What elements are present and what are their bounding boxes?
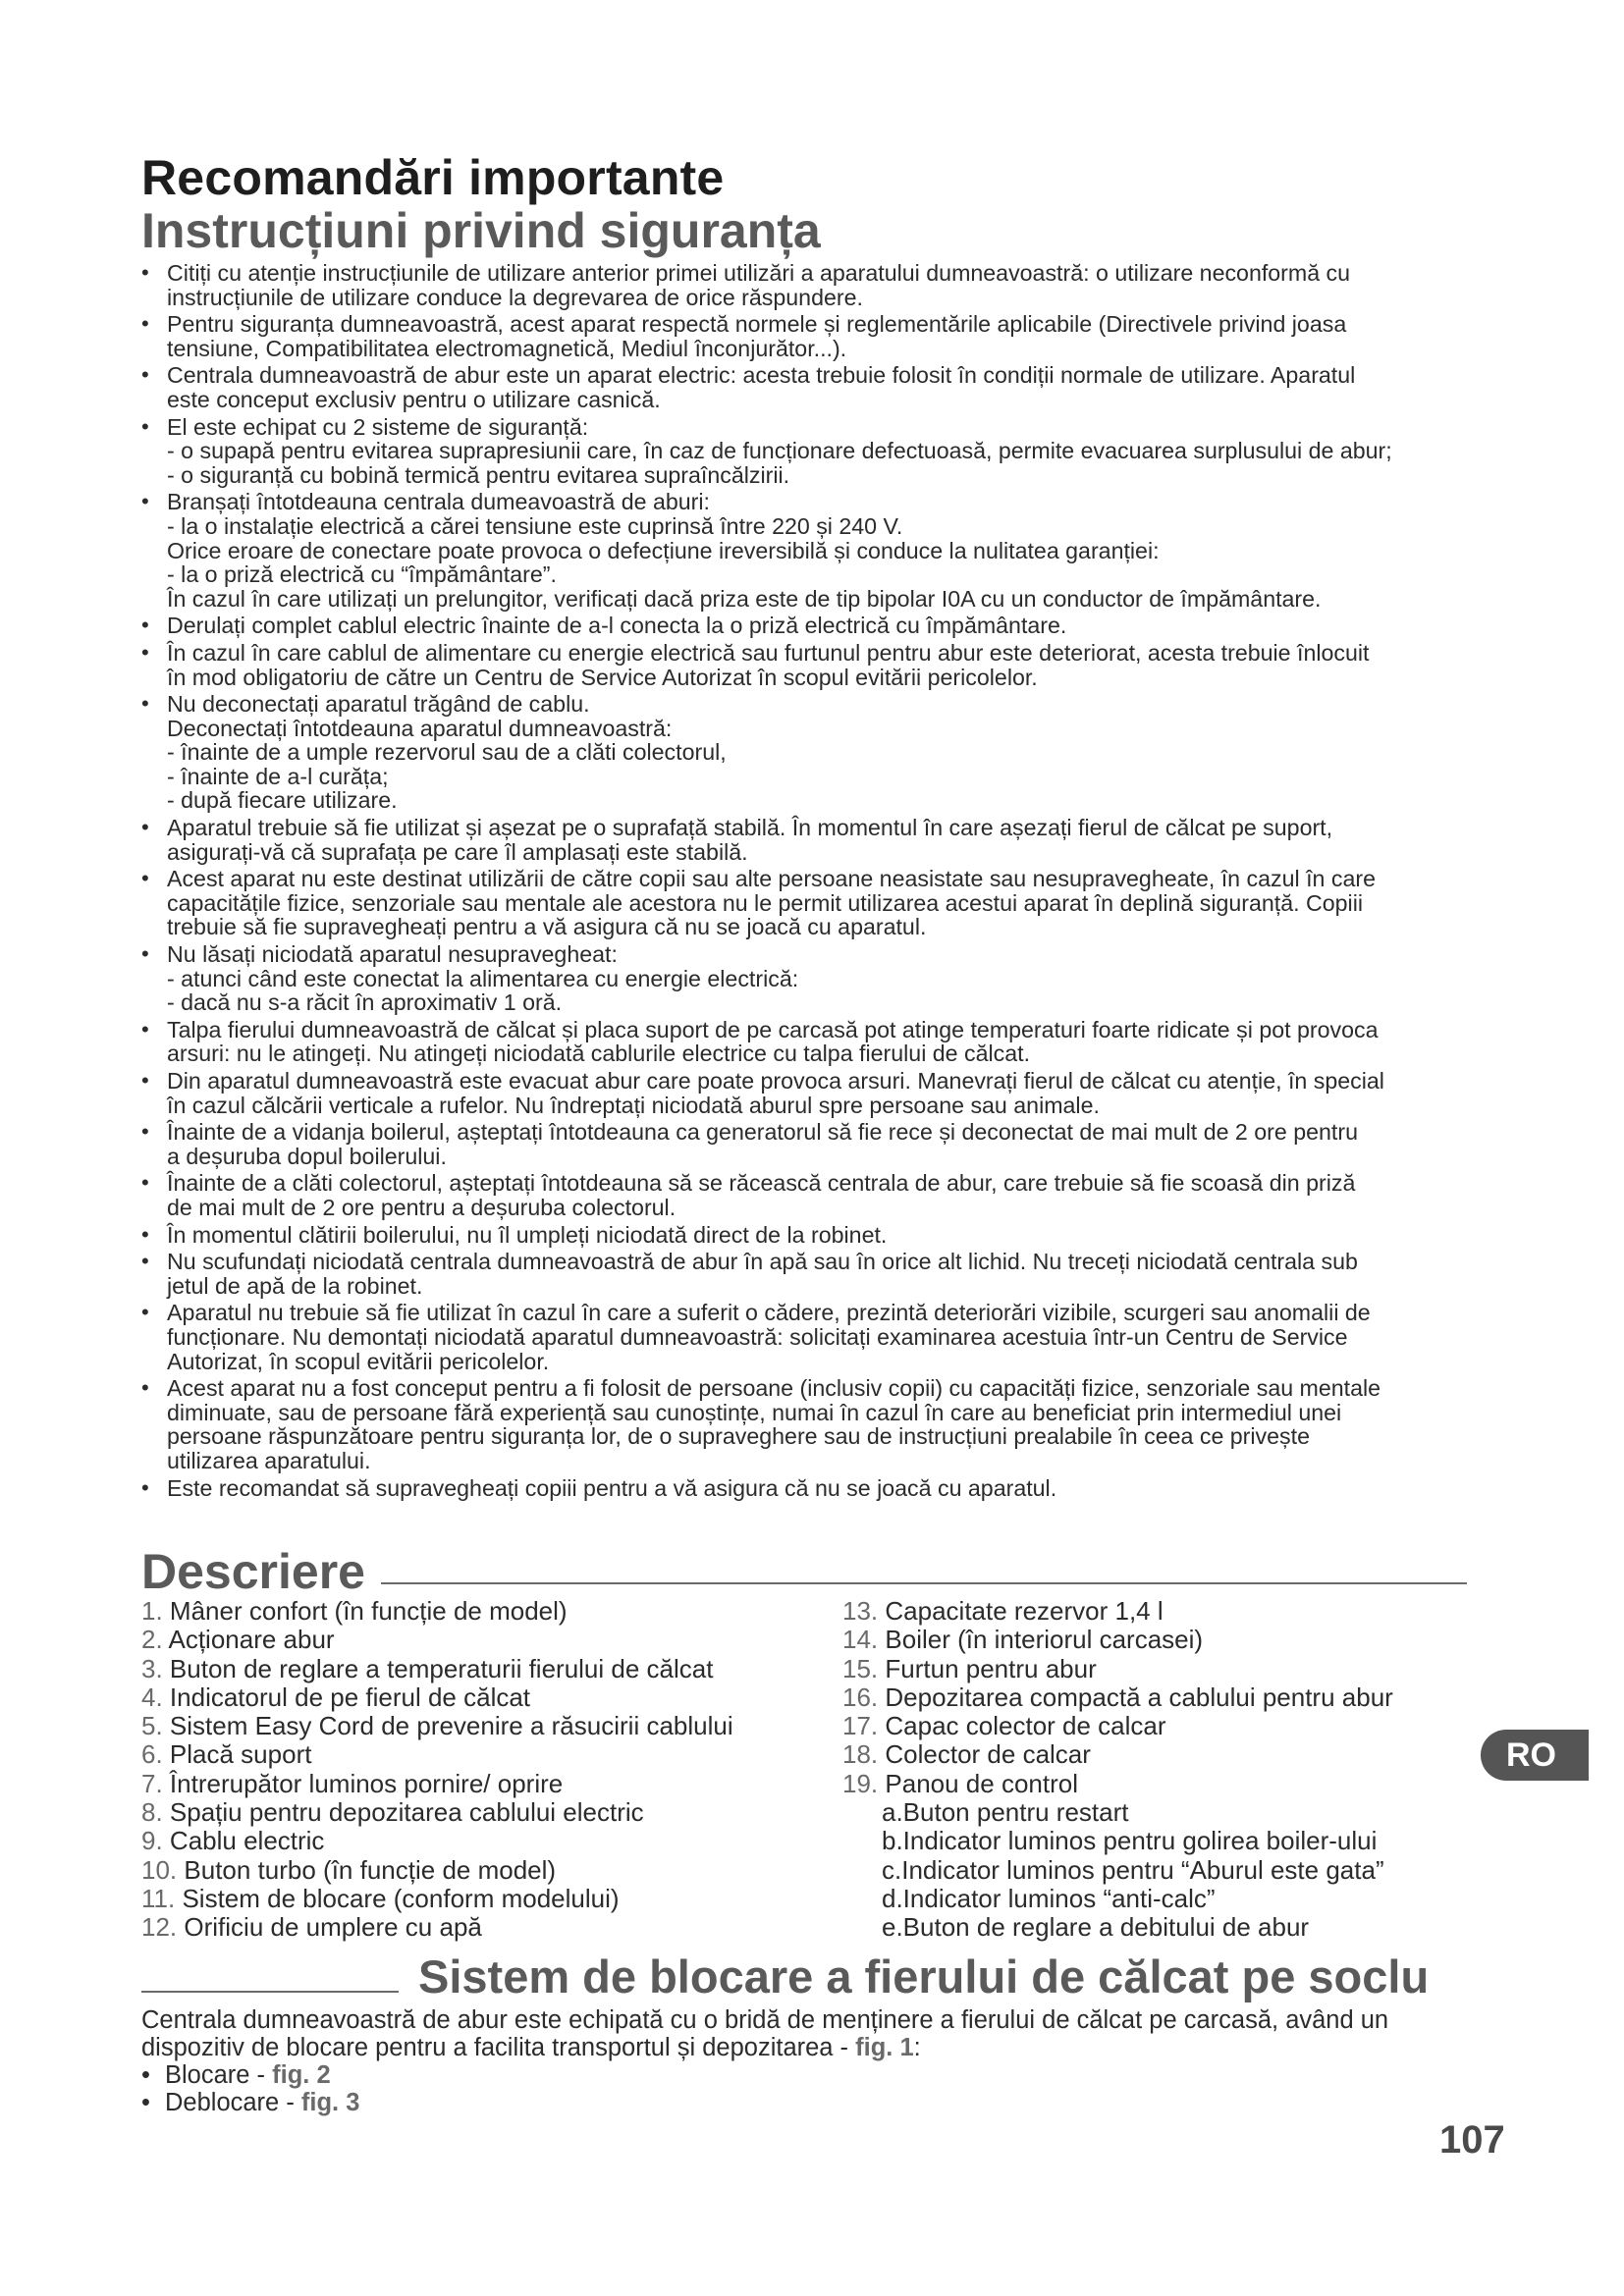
description-item-number: 12. xyxy=(141,1912,178,1943)
description-list-left xyxy=(141,1597,829,1943)
description-item-number: 10. xyxy=(141,1854,178,1885)
safety-item-line: - o supapă pentru evitarea suprapresiunii care, în caz de funcționare defectuoasă, permite evacuarea surplusului de abur; xyxy=(167,438,1392,464)
safety-item-line: de mai mult de 2 ore pentru a deșuruba colectorul. xyxy=(167,1194,677,1220)
description-item xyxy=(141,1885,829,1913)
safety-item-line: este conceput exclusiv pentru o utilizare casnică. xyxy=(167,386,661,412)
safety-item xyxy=(137,1223,1532,1248)
safety-item xyxy=(137,942,1532,1015)
safety-item-line: - atunci când este conectat la alimentarea cu energie electrică: xyxy=(167,965,799,991)
safety-item xyxy=(137,641,1532,689)
safety-item-line: • În cazul în care cablul de alimentare cu energie electrică sau furtunul pentru abur este deteriorat, acesta trebuie înlocuit xyxy=(167,639,1370,666)
safety-item-line: • În momentul clătirii boilerului, nu îl umpleți niciodată direct de la robinet. xyxy=(167,1221,888,1248)
description-item-number: 18. xyxy=(842,1739,879,1770)
description-item xyxy=(141,1798,829,1827)
description-item-number: 3. xyxy=(141,1653,163,1683)
description-item-number: 11. xyxy=(141,1883,176,1913)
safety-item-line: • Acest aparat nu a fost conceput pentru a fi folosit de persoane (inclusiv copii) cu capacități fizice, senzoriale sau mentale xyxy=(167,1375,1381,1402)
description-item xyxy=(141,1913,829,1942)
description-item-label: Spațiu pentru depozitarea cablului electric xyxy=(169,1797,644,1828)
safety-item-line: persoane răspunzătoare pentru siguranța lor, de o supraveghere sau de instrucțiuni prealabile în ceea ce privește xyxy=(167,1423,1310,1450)
lock-step-text: Deblocare - xyxy=(165,2089,301,2116)
safety-item-line: a deșuruba dopul boilerului. xyxy=(167,1143,447,1169)
safety-item-line: • Branșați întotdeauna centrala dumeavoastră de aburi: xyxy=(167,489,710,515)
description-item xyxy=(141,1770,829,1798)
safety-item xyxy=(137,490,1532,611)
safety-item-line: - la o instalație electrică a cărei tensiune este cuprinsă între 220 și 240 V. xyxy=(167,512,903,539)
description-item-label: Depozitarea compactă a cablului pentru abur xyxy=(885,1682,1393,1712)
safety-item xyxy=(137,1018,1532,1066)
safety-item-line: Orice eroare de conectare poate provoca o defecțiune ireversibilă și conduce la nulitatea garanției: xyxy=(167,537,1160,563)
safety-item-line: Autorizat, în scopul evitării pericolelor. xyxy=(167,1348,550,1374)
safety-item-line: • Aparatul trebuie să fie utilizat și așezat pe o suprafață stabilă. În momentul în care așezați fierul de călcat pe suport, xyxy=(167,815,1333,841)
description-item-label: Acționare abur xyxy=(168,1625,335,1655)
description-item-label: Panou de control xyxy=(885,1768,1078,1798)
safety-item-line: capacitățile fizice, senzoriale sau mentale ale acestora nu le permit utilizarea acestui aparat în deplină siguranță. Copiii xyxy=(167,889,1364,916)
page-title: Recomandări importante xyxy=(141,150,725,205)
safety-item-line: - înainte de a-l curăța; xyxy=(167,763,389,789)
description-item-label: Buton de reglare a temperaturii fierului de călcat xyxy=(169,1653,714,1683)
safety-instructions-list xyxy=(137,261,1532,1503)
safety-item-line: • Talpa fierului dumneavoastră de călcat și placa suport de pe carcasă pot atinge temperaturi foarte ridicate și pot provoca xyxy=(167,1016,1379,1042)
safety-item xyxy=(137,1301,1532,1373)
description-item-number: 15. xyxy=(842,1653,879,1683)
description-item xyxy=(141,1740,829,1769)
description-item-number: 7. xyxy=(141,1768,163,1798)
lock-paragraph-line xyxy=(141,2034,1536,2061)
description-item xyxy=(141,1597,829,1626)
safety-item-line: instrucțiunile de utilizare conduce la degrevarea de orice răspundere. xyxy=(167,284,863,310)
safety-item-line: - dacă nu s-a răcit în aproximativ 1 oră. xyxy=(167,989,563,1016)
description-item xyxy=(842,1683,1490,1712)
safety-item-line: funcționare. Nu demontați niciodată aparatul dumneavoastră: solicitați examinarea acestuia într-un Centru de Service xyxy=(167,1323,1348,1350)
figure-reference: fig. 2 xyxy=(272,2061,331,2089)
description-item-number: 19. xyxy=(842,1768,879,1798)
safety-item-line: jetul de apă de la robinet. xyxy=(167,1272,423,1299)
description-item-label: Orificiu de umplere cu apă xyxy=(184,1912,482,1943)
safety-item-line: • Centrala dumneavoastră de abur este un aparat electric: acesta trebuie folosit în condiții normale de utilizare. Aparatul xyxy=(167,362,1356,389)
description-item-label: Placă suport xyxy=(169,1739,312,1770)
safety-item-line: • Acest aparat nu este destinat utilizării de către copii sau alte persoane neasistate sau nesupravegheate, în cazul în care xyxy=(167,866,1376,892)
safety-item xyxy=(137,261,1532,309)
description-item-label: Indicatorul de pe fierul de călcat xyxy=(169,1682,531,1712)
figure-reference: fig. 1 xyxy=(855,2034,914,2061)
safety-item-line: • Înainte de a vidanja boilerul, așteptați întotdeauna ca generatorul să fie rece și deconectat de mai mult de 2 ore pentru xyxy=(167,1119,1358,1146)
description-item-label: Capacitate rezervor 1,4 l xyxy=(885,1596,1164,1626)
control-panel-item: e.Buton de reglare a debitului de abur xyxy=(882,1912,1310,1943)
safety-item-line: În cazul în care utilizați un prelungitor, verificați dacă priza este de tip bipolar I0A cu un conductor de împământare. xyxy=(167,585,1322,612)
safety-item-line: - o siguranță cu bobină termică pentru evitarea supraîncălzirii. xyxy=(167,461,790,488)
description-item-number: 4. xyxy=(141,1682,163,1712)
safety-item-line: • Aparatul nu trebuie să fie utilizat în cazul în care a suferit o cădere, prezintă deteriorări vizibile, scurgeri sau anomalii de xyxy=(167,1300,1371,1326)
description-item-number: 9. xyxy=(141,1826,163,1856)
safety-item-line: • Derulați complet cablul electric înainte de a-l conecta la o priză electrică cu împământare. xyxy=(167,613,1067,639)
description-item-number: 13. xyxy=(842,1596,879,1626)
safety-item xyxy=(137,363,1532,411)
lock-steps-list xyxy=(141,2061,359,2116)
safety-item xyxy=(137,1476,1532,1501)
description-item xyxy=(141,1655,829,1683)
control-panel-item: c.Indicator luminos pentru “Aburul este gata” xyxy=(882,1854,1384,1885)
lock-paragraph-line: Centrala dumneavoastră de abur este echipată cu o bridă de menținere a fierului de călcat pe carcasă, având un xyxy=(141,2006,1389,2034)
description-item-label: Furtun pentru abur xyxy=(885,1653,1097,1683)
safety-item-line: • Din aparatul dumneavoastră este evacuat abur care poate provoca arsuri. Manevrați fierul de călcat cu atenție, în special xyxy=(167,1068,1384,1094)
safety-item xyxy=(137,1171,1532,1219)
description-item xyxy=(141,1712,829,1740)
safety-item-line: diminuate, sau de persoane fără experiență sau cunoștințe, numai în cazul în care au beneficiat prin intermediul unei xyxy=(167,1399,1342,1425)
description-item-number: 16. xyxy=(842,1682,879,1712)
description-item xyxy=(141,1626,829,1654)
safety-item-line: Deconectați întotdeauna aparatul dumneavoastră: xyxy=(167,715,673,741)
safety-item-line: - la o priză electrică cu “împământare”. xyxy=(167,561,557,588)
description-item-label: Buton turbo (în funcție de model) xyxy=(184,1854,557,1885)
description-item-label: Cablu electric xyxy=(169,1826,325,1856)
description-item xyxy=(842,1597,1490,1626)
description-item-number: 8. xyxy=(141,1797,163,1828)
safety-item-line: • El este echipat cu 2 sisteme de siguranță: xyxy=(167,413,589,440)
description-title-rule xyxy=(381,1582,1467,1584)
safety-item-line: • Este recomandat să supravegheați copiii pentru a vă asigura că nu se joacă cu aparatul. xyxy=(167,1474,1057,1501)
safety-item-line: utilizarea aparatului. xyxy=(167,1447,371,1473)
description-list-right xyxy=(842,1597,1490,1943)
language-tab-badge: RO xyxy=(1481,1730,1589,1781)
page-number: 107 xyxy=(1439,2118,1505,2162)
safety-item xyxy=(137,867,1532,939)
description-item-label: Colector de calcar xyxy=(885,1739,1091,1770)
description-item xyxy=(141,1683,829,1712)
description-item-label: Mâner confort (în funcție de model) xyxy=(169,1596,568,1626)
lock-section-title: Sistem de blocare a fierului de călcat pe soclu xyxy=(418,1950,1430,2002)
safety-item-line: • Pentru siguranța dumneavoastră, acest aparat respectă normele și reglementările aplicabile (Directivele privind joasa xyxy=(167,311,1347,338)
safety-item-line: • Citiți cu atenție instrucțiunile de utilizare anterior primei utilizări a aparatului dumneavoastră: o utilizare neconformă cu xyxy=(167,260,1351,286)
safety-item-line: asigurați-vă că suprafața pe care îl amplasați este stabilă. xyxy=(167,838,748,865)
lock-step-item xyxy=(141,2089,359,2116)
description-item-number: 2. xyxy=(141,1625,163,1655)
safety-item xyxy=(137,1069,1532,1117)
safety-item-line: tensiune, Compatibilitatea electromagnetică, Mediul înconjurător...). xyxy=(167,335,847,361)
description-item xyxy=(842,1770,1490,1798)
safety-item xyxy=(137,312,1532,360)
description-item-number: 1. xyxy=(141,1596,163,1626)
lock-title-rule xyxy=(141,1991,399,1993)
safety-item xyxy=(137,415,1532,488)
safety-item xyxy=(137,692,1532,813)
description-item xyxy=(842,1740,1490,1769)
safety-item xyxy=(137,1250,1532,1298)
control-panel-item: b.Indicator luminos pentru golirea boiler-ului xyxy=(882,1826,1378,1856)
description-title: Descriere xyxy=(141,1544,365,1599)
description-item-label: Sistem de blocare (conform modelului) xyxy=(182,1883,620,1913)
safety-item-line: arsuri: nu le atingeți. Nu atingeți niciodată cablurile electrice cu talpa fierului de călcat. xyxy=(167,1041,1031,1067)
description-item-label: Capac colector de calcar xyxy=(885,1711,1166,1741)
safety-item xyxy=(137,1120,1532,1168)
description-item-number: 17. xyxy=(842,1711,879,1741)
control-panel-item: d.Indicator luminos “anti-calc” xyxy=(882,1883,1216,1913)
description-item-number: 14. xyxy=(842,1625,879,1655)
figure-reference: fig. 3 xyxy=(300,2089,360,2116)
safety-item xyxy=(137,614,1532,638)
safety-item xyxy=(137,816,1532,864)
description-item xyxy=(842,1626,1490,1654)
safety-item-line: trebuie să fie supravegheați pentru a vă asigura că nu se joacă cu aparatul. xyxy=(167,914,927,940)
safety-item-line: • Nu scufundați niciodată centrala dumneavoastră de abur în apă sau în orice alt lichid. Nu treceți niciodată centrala sub xyxy=(167,1249,1358,1275)
control-panel-item: a.Buton pentru restart xyxy=(882,1797,1129,1828)
safety-item-line: în cazul călcării verticale a rufelor. Nu îndreptați niciodată aburul spre persoane sau animale. xyxy=(167,1092,1100,1118)
safety-item-line: - după fiecare utilizare. xyxy=(167,787,398,814)
description-item-label: Întrerupător luminos pornire/ oprire xyxy=(169,1768,564,1798)
safety-item-line: în mod obligatoriu de către un Centru de Service Autorizat în scopul evitării pericolelor. xyxy=(167,664,1038,690)
lock-step-item xyxy=(141,2061,359,2089)
lock-paragraph-text: dispozitiv de blocare pentru a facilita transportul și depozitarea - xyxy=(141,2034,856,2061)
safety-item xyxy=(137,1376,1532,1472)
safety-item-line: - înainte de a umple rezervorul sau de a clăti colectorul, xyxy=(167,739,727,766)
safety-item-line: • Nu deconectați aparatul trăgând de cablu. xyxy=(167,691,590,718)
description-item xyxy=(141,1827,829,1855)
lock-paragraph-end: : xyxy=(913,2034,921,2061)
description-item-label: Boiler (în interiorul carcasei) xyxy=(885,1625,1204,1655)
safety-section-title: Instrucțiuni privind siguranța xyxy=(141,203,821,258)
safety-item-line: • Înainte de a clăti colectorul, așteptați întotdeauna să se răcească centrala de abur, care trebuie să fie scoasă din priză xyxy=(167,1170,1356,1197)
lock-section-paragraph xyxy=(141,2006,1536,2061)
description-item xyxy=(842,1655,1490,1683)
description-item-number: 5. xyxy=(141,1711,163,1741)
lock-step-text: Blocare - xyxy=(165,2061,273,2089)
description-item xyxy=(141,1856,829,1885)
description-item-number: 6. xyxy=(141,1739,163,1770)
description-item xyxy=(842,1712,1490,1740)
safety-item-line: • Nu lăsați niciodată aparatul nesupravegheat: xyxy=(167,941,618,968)
description-item-label: Sistem Easy Cord de prevenire a răsucirii cablului xyxy=(169,1711,733,1741)
